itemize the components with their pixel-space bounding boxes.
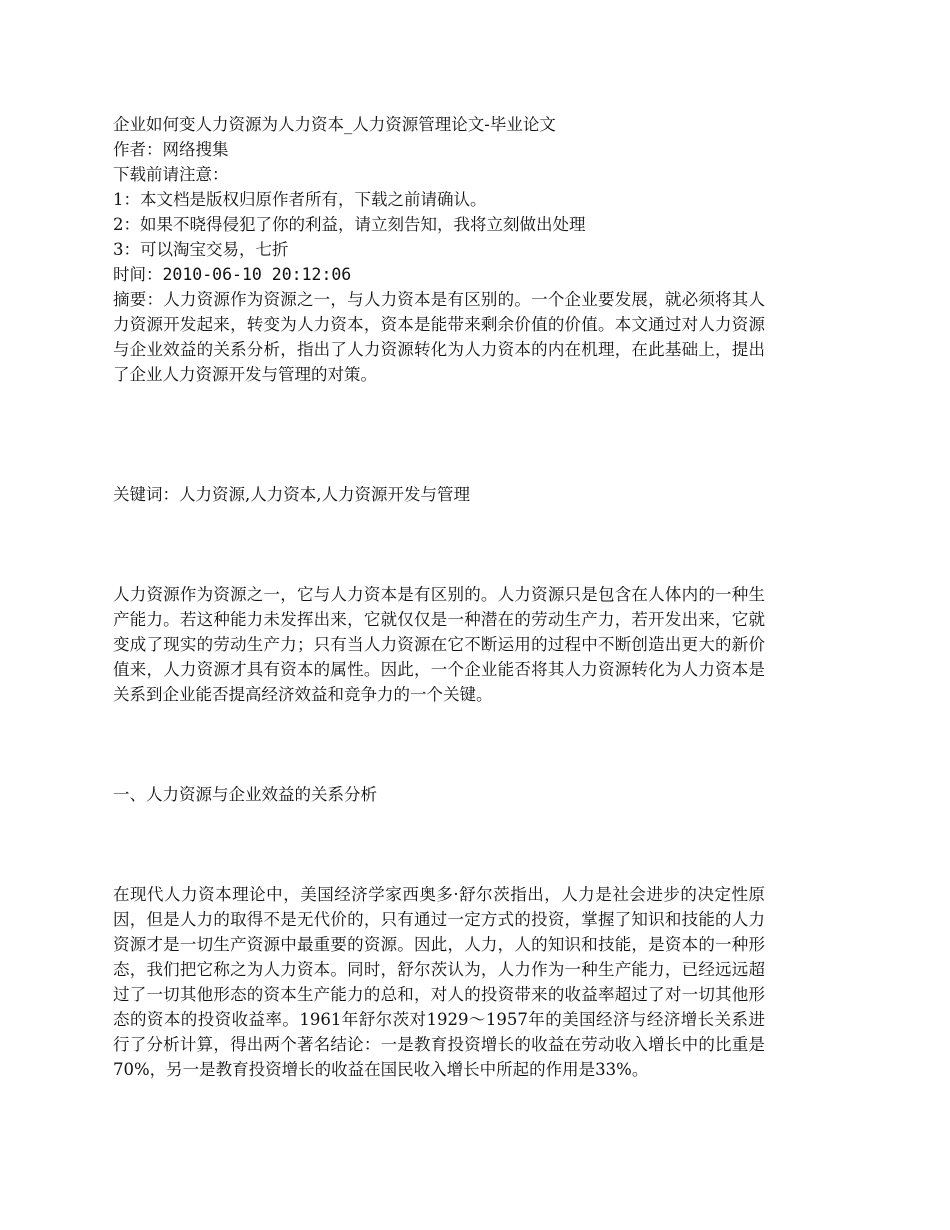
document-title: 企业如何变人力资源为人力资本_人力资源管理论文-毕业论文	[113, 115, 556, 134]
abstract-paragraph: 摘要：人力资源作为资源之一，与人力资本是有区别的。一个企业要发展，就必须将其人力资源开发起来，转变为人力资本，资本是能带来剩余价值的价值。本文通过对人力资源与企业效益的关系分析，指出了人力资源转化为人力资本的内在机理，在此基础上，提出了企业人力资源开发与管理的对策。	[113, 290, 765, 384]
spacer	[113, 387, 773, 462]
spacer	[113, 807, 773, 882]
notice-item-2: 2：如果不晓得侵犯了你的利益，请立刻告知，我将立刻做出处理	[113, 215, 586, 234]
spacer	[113, 707, 773, 782]
section-1-heading: 一、人力资源与企业效益的关系分析	[113, 785, 377, 804]
notice-item-3: 3：可以淘宝交易，七折	[113, 240, 289, 259]
notice-item-1: 1：本文档是版权归原作者所有，下载之前请确认。	[113, 190, 487, 209]
spacer	[113, 507, 773, 582]
document-time: 时间：2010-06-10 20:12:06	[113, 265, 352, 284]
document-author: 作者：网络搜集	[113, 140, 229, 159]
intro-paragraph: 人力资源作为资源之一，它与人力资本是有区别的。人力资源只是包含在人体内的一种生产能力。若这种能力未发挥出来，它就仅仅是一种潜在的劳动生产力，若开发出来，它就变成了现实的劳动生产力；只有当人力资源在它不断运用的过程中不断创造出更大的新价值来，人力资源才具有资本的属性。因此，一个企业能否将其人力资源转化为人力资本是关系到企业能否提高经济效益和竞争力的一个关键。	[113, 585, 765, 704]
section-1-paragraph: 在现代人力资本理论中，美国经济学家西奥多·舒尔茨指出，人力是社会进步的决定性原因，但是人力的取得不是无代价的，只有通过一定方式的投资，掌握了知识和技能的人力资源才是一切生产资源中最重要的资源。因此，人力，人的知识和技能，是资本的一种形态，我们把它称之为人力资本。同时，舒尔茨认为，人力作为一种生产能力，已经远远超过了一切其他形态的资本生产能力的总和，对人的投资带来的收益率超过了对一切其他形态的资本的投资收益率。1961年舒尔茨对1929～1957年的美国经济与经济增长关系进行了分析计算，得出两个著名结论：一是教育投资增长的收益在劳动收入增长中的比重是70%，另一是教育投资增长的收益在国民收入增长中所起的作用是33%。	[113, 885, 765, 1079]
document-page	[113, 112, 773, 1082]
keywords-line: 关键词：人力资源,人力资本,人力资源开发与管理	[113, 485, 470, 504]
notice-heading: 下载前请注意：	[113, 165, 229, 184]
